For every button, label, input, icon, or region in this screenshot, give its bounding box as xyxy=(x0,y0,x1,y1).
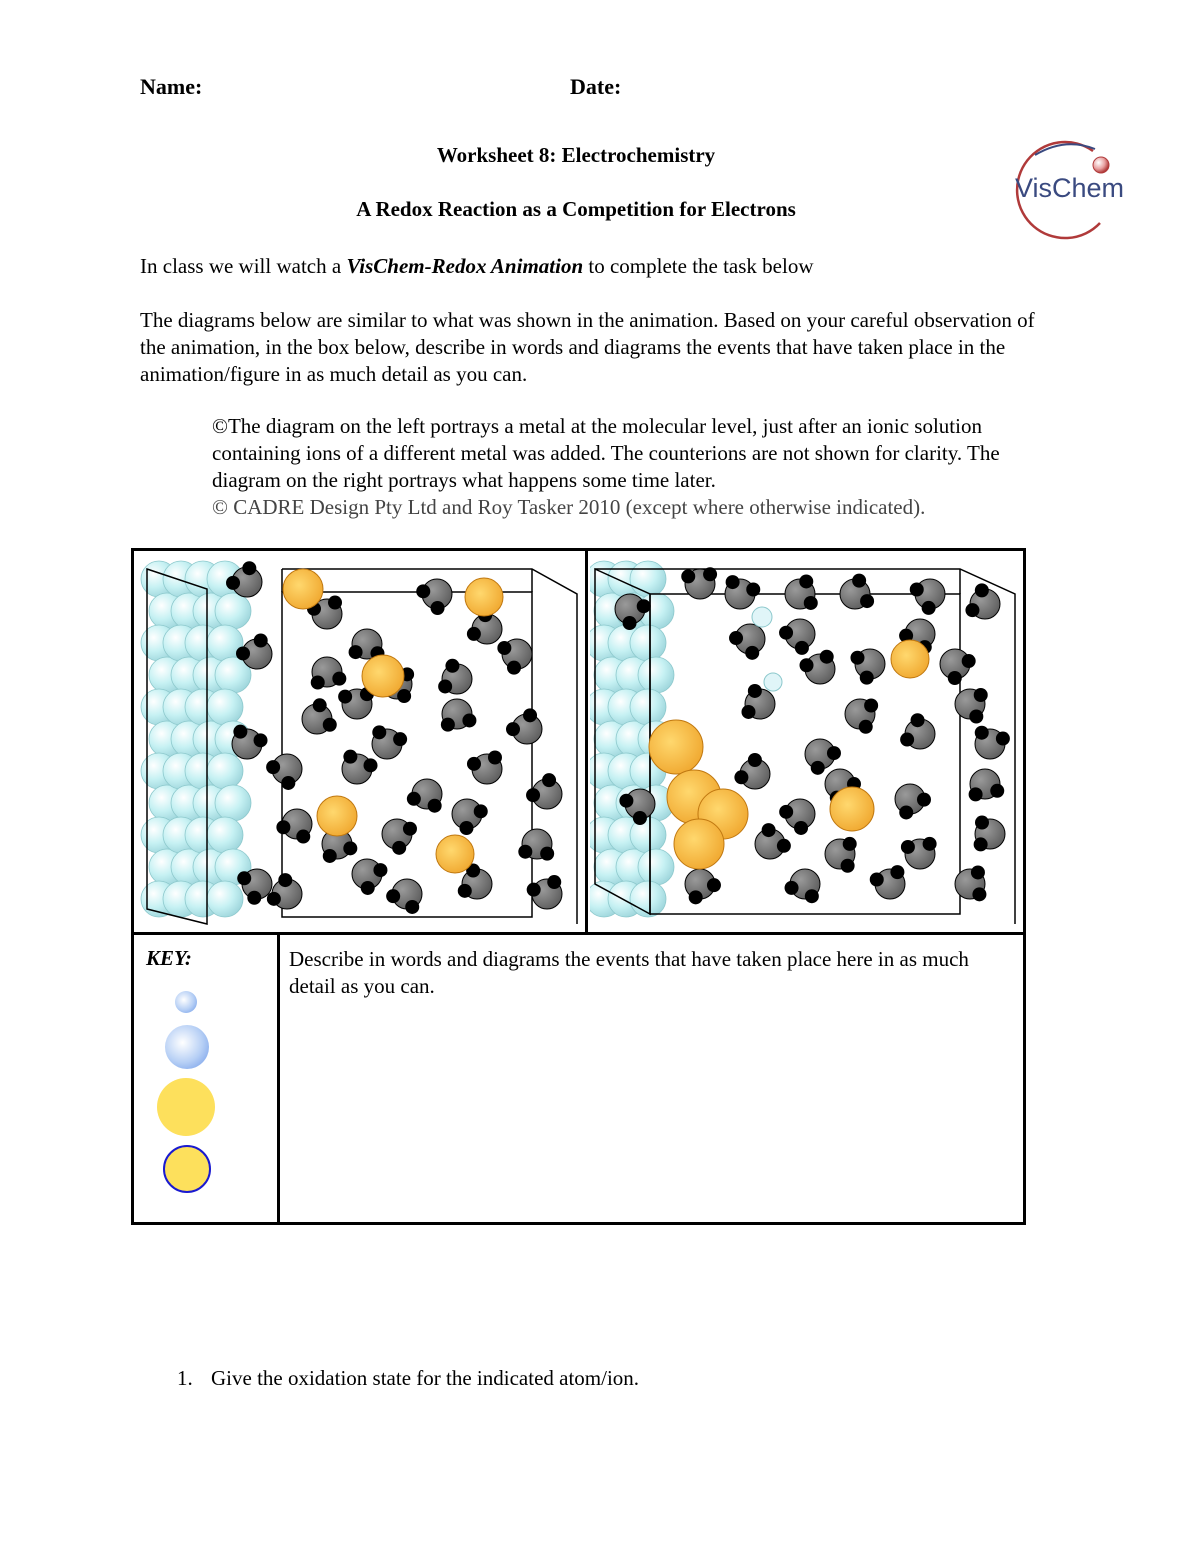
describe-prompt: Describe in words and diagrams the events that have taken place here in as much detail as you can. xyxy=(289,947,969,998)
water-molecule xyxy=(845,699,878,734)
water-molecule xyxy=(850,649,885,685)
water-molecule xyxy=(825,837,857,873)
gold-atom xyxy=(891,640,929,678)
water-molecule xyxy=(785,869,820,903)
key-gold-ion xyxy=(164,1146,210,1192)
metal-atom xyxy=(207,881,243,917)
divider-horizontal xyxy=(134,932,1023,935)
metal-atom xyxy=(630,561,666,597)
water-molecule xyxy=(685,869,721,904)
metal-atom xyxy=(215,785,251,821)
question-1 xyxy=(177,1365,639,1392)
metal-atom xyxy=(630,689,666,725)
water-molecule xyxy=(940,649,976,685)
water-molecule xyxy=(779,799,815,835)
key-small-blue-ion xyxy=(175,991,197,1013)
water-molecule xyxy=(416,579,452,615)
gold-atom xyxy=(362,655,404,697)
water-molecule xyxy=(407,779,442,813)
water-molecule xyxy=(755,823,791,859)
gold-atom xyxy=(317,796,357,836)
key-legend xyxy=(146,985,226,1200)
water-molecule xyxy=(506,708,542,744)
intro-line xyxy=(140,253,1040,280)
gold-atom xyxy=(649,720,703,774)
gold-atom xyxy=(436,835,474,873)
metal-atom xyxy=(638,849,674,885)
intro-before: In class we will watch a xyxy=(140,254,347,278)
divider-vertical-top xyxy=(585,551,588,935)
metal-atom xyxy=(207,817,243,853)
water-molecule xyxy=(497,639,532,675)
metal-atom xyxy=(638,657,674,693)
before-diagram xyxy=(137,554,583,928)
metal-ion xyxy=(764,673,782,691)
figure-caption: ©The diagram on the left portrays a metal at the molecular level, just after an ionic solution containing ions of a different metal was added. The counterions are not shown for clarity. The diagram on the right portrays what happens some time later. xyxy=(212,414,1000,492)
gold-atom xyxy=(283,569,323,609)
water-molecule xyxy=(974,816,1005,852)
metal-ion xyxy=(752,607,772,627)
water-molecule xyxy=(372,725,407,759)
logo-text: VisChem xyxy=(1015,173,1125,203)
metal-atom xyxy=(207,689,243,725)
water-molecule xyxy=(232,725,268,759)
date-label: Date: xyxy=(570,74,622,99)
water-molecule xyxy=(518,829,554,861)
water-molecule xyxy=(725,575,760,609)
after-diagram xyxy=(590,554,1020,928)
vischem-logo xyxy=(1005,135,1130,240)
water-molecule xyxy=(910,579,945,615)
key-large-blue-atom xyxy=(165,1025,209,1069)
water-molecule xyxy=(779,619,815,655)
water-molecule xyxy=(266,754,302,790)
water-molecule xyxy=(840,574,874,609)
divider-vertical-bottom xyxy=(277,932,280,1222)
water-molecule xyxy=(785,574,818,609)
question-text: Give the oxidation state for the indicated atom/ion. xyxy=(211,1366,640,1390)
water-molecule xyxy=(342,750,378,784)
water-molecule xyxy=(734,753,770,789)
water-molecule xyxy=(965,583,1000,619)
water-molecule xyxy=(729,624,765,660)
water-molecule xyxy=(800,650,835,684)
water-molecule xyxy=(438,659,472,694)
metal-atom xyxy=(630,881,666,917)
gold-atom xyxy=(830,787,874,831)
water-molecule xyxy=(969,769,1005,801)
copyright-line: © CADRE Design Pty Ltd and Roy Tasker 2010 (except where otherwise indicated). xyxy=(212,495,926,519)
water-molecule xyxy=(870,865,905,899)
metal-atom xyxy=(215,593,251,629)
instructions-paragraph: The diagrams below are similar to what was shown in the animation. Based on your careful observation of the animation, in the box below, describe in words and diagrams the events that have taken place in the animation/figure in as much detail as you can. xyxy=(140,308,1035,386)
question-number: 1. xyxy=(177,1366,193,1390)
water-molecule xyxy=(267,873,302,909)
name-label: Name: xyxy=(140,74,203,99)
metal-atom xyxy=(630,625,666,661)
water-molecule xyxy=(975,726,1010,759)
intro-after: to complete the task below xyxy=(583,254,814,278)
key-large-gold-atom xyxy=(157,1078,215,1136)
water-molecule xyxy=(352,859,387,895)
water-molecule xyxy=(901,837,937,869)
water-molecule xyxy=(467,751,502,784)
metal-atom xyxy=(207,753,243,789)
figure-table xyxy=(131,548,1026,1225)
water-molecule xyxy=(382,819,417,855)
worksheet-subtitle: A Redox Reaction as a Competition for Electrons xyxy=(356,197,796,221)
water-molecule xyxy=(900,713,935,749)
worksheet-title: Worksheet 8: Electrochemistry xyxy=(436,143,716,167)
water-molecule xyxy=(441,699,477,732)
water-molecule xyxy=(311,657,347,690)
animation-name: VisChem-Redox Animation xyxy=(346,254,584,278)
gold-atom xyxy=(674,819,724,869)
water-molecule xyxy=(302,698,337,734)
gold-atom xyxy=(465,578,503,616)
water-molecule xyxy=(452,799,488,835)
key-label: KEY: xyxy=(146,946,192,970)
water-molecule xyxy=(386,879,422,914)
water-molecule xyxy=(895,784,931,819)
